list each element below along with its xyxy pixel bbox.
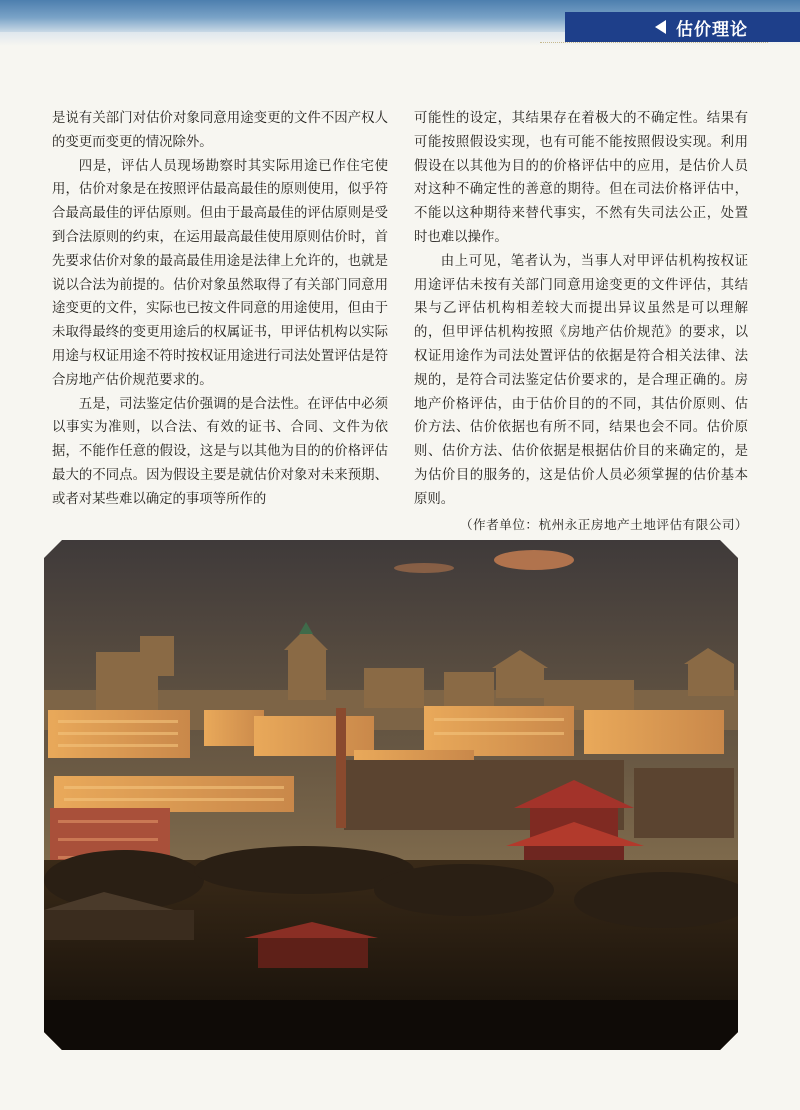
paragraph-point-five: 五是，司法鉴定估价强调的是合法性。在评估中必须以事实为准则，以合法、有效的证书、合同、文件为依据，不能作任意的假设，这是与以其他为目的的价格评估最大的不同点。因为假设主要是就估价对象对未来预期、或者对某些难以确定的事项等所作的 bbox=[52, 396, 388, 507]
article-right-column bbox=[414, 107, 748, 512]
header-divider bbox=[540, 42, 768, 44]
paragraph-point-four: 四是，评估人员现场勘察时其实际用途已作住宅使用，估价对象是在按照评估最高最佳的原则使用，似乎符合最高最佳的评估原则。但由于最高最佳的评估原则是受到合法原则的约束，在运用最高最佳使用原则估价时，首先要求估价对象的最高最佳用途是法律上允许的，也就是说以合法为前提的。估价对象虽然取得了有关部门同意用途变更的文件，实际也已按文件同意的用途使用，但由于未取得最终的变更用途后的权属证书，甲评估机构以实际用途与权证用途不符时按权证用途进行司法处置评估是符合房地产估价规范要求的。 bbox=[52, 158, 388, 388]
city-skyline-photo bbox=[44, 540, 738, 1050]
paragraph-conclusion: 由上可见，笔者认为，当事人对甲评估机构按权证用途评估未按有关部门同意用途变更的文件评估，其结果与乙评估机构相差较大而提出异议虽然是可以理解的，但甲评估机构按照《房地产估价规范》的要求，以权证用途作为司法处置评估的依据是符合相关法律、法规的，是符合司法鉴定估价要求的，是合理正确的。房地产价格评估，由于估价目的的不同，其估价原则、估价方法、估价依据也有所不同，结果也会不同。估价原则、估价方法、估价依据是根据估价目的来确定的，是为估价目的服务的，这是估价人员必须掌握的估价基本原则。 bbox=[414, 253, 748, 507]
triangle-left-icon bbox=[655, 20, 666, 34]
article-left-column bbox=[52, 107, 388, 512]
section-title: 估价理论 bbox=[676, 19, 748, 40]
paragraph-continued: 是说有关部门对估价对象同意用途变更的文件不因产权人的变更而变更的情况除外。 bbox=[52, 111, 388, 150]
paragraph-continued-right: 可能性的设定，其结果存在着极大的不确定性。结果有可能按照假设实现，也有可能不能按照假设实现。利用假设在以其他为目的的价格评估中的应用，是估价人员对这种不确定性的善意的期待。但在司法价格评估中，不能以这种期待来替代事实，不然有失司法公正，处置时也难以操作。 bbox=[414, 111, 748, 245]
section-header-tab bbox=[565, 12, 800, 42]
author-affiliation: （作者单位：杭州永正房地产土地评估有限公司） bbox=[459, 517, 748, 532]
